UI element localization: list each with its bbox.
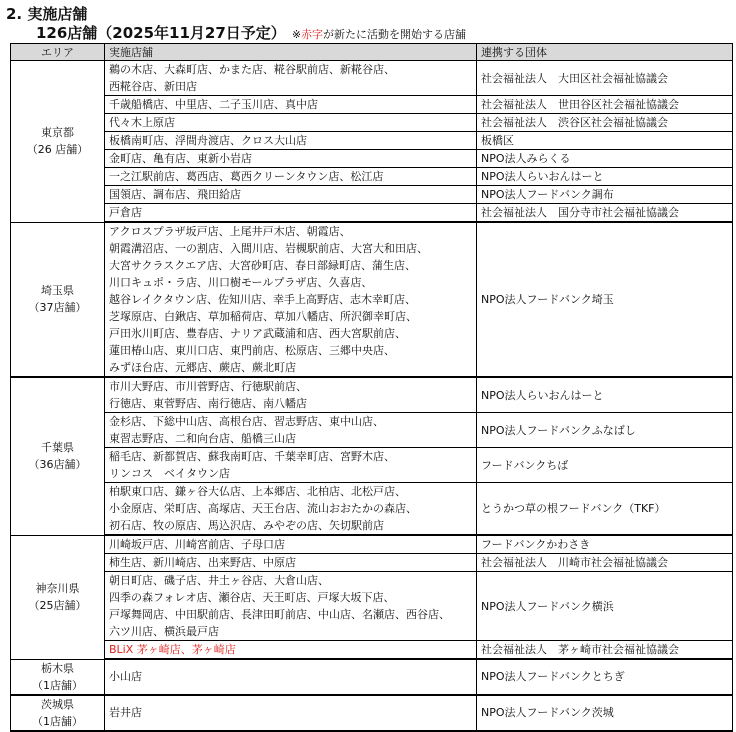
area-cell xyxy=(11,659,105,695)
store-line: 朝霞溝沼店、一の割店、入間川店、岩槻駅前店、大宮大和田店、 xyxy=(109,242,428,255)
store-line: 大宮サクラスクエア店、大宮砂町店、春日部緑町店、蒲生店、 xyxy=(109,259,417,272)
stores-cell xyxy=(105,168,477,186)
partner-org-cell: NPO法人フードバンク茨城 xyxy=(477,695,733,731)
area-store-count: （36店舗） xyxy=(28,458,87,472)
partner-org-cell: フードバンクかわさき xyxy=(477,535,733,554)
table-row xyxy=(11,572,733,641)
table-row xyxy=(11,659,733,695)
store-line: みずほ台店、元郷店、蕨店、蕨北町店 xyxy=(109,361,296,374)
area-store-count: （1店舗） xyxy=(32,678,83,692)
table-body xyxy=(11,61,733,731)
area-name: 栃木県 xyxy=(41,661,74,675)
partner-org-cell: NPO法人フードバンク調布 xyxy=(477,186,733,204)
store-line: 芝塚原店、白鍬店、草加稲荷店、草加八幡店、所沢御幸町店、 xyxy=(109,310,417,323)
area-name: 東京都 xyxy=(41,126,74,140)
store-line: BLiX 茅ヶ崎店、茅ヶ崎店 xyxy=(109,643,236,656)
store-table xyxy=(10,43,733,732)
area-cell xyxy=(11,222,105,377)
stores-cell xyxy=(105,150,477,168)
table-row xyxy=(11,448,733,483)
store-line: 東習志野店、二和向台店、船橋三山店 xyxy=(109,432,296,445)
note-red-word: 赤字 xyxy=(301,28,324,41)
stores-cell xyxy=(105,96,477,114)
store-line: 金杉店、下総中山店、高根台店、習志野店、東中山店、 xyxy=(109,415,384,428)
header-org: 連携する団体 xyxy=(477,44,733,61)
table-row xyxy=(11,483,733,536)
stores-cell xyxy=(105,695,477,731)
table-row xyxy=(11,114,733,132)
partner-org-cell: NPO法人フードバンクとちぎ xyxy=(477,659,733,695)
store-line: 柿生店、新川崎店、出来野店、中原店 xyxy=(109,556,296,569)
table-row xyxy=(11,222,733,377)
stores-cell xyxy=(105,659,477,695)
area-cell xyxy=(11,377,105,535)
partner-org-cell: NPO法人らいおんはーと xyxy=(477,168,733,186)
table-row xyxy=(11,168,733,186)
partner-org-cell: NPO法人フードバンク埼玉 xyxy=(477,222,733,377)
store-line: 岩井店 xyxy=(109,706,142,719)
table-row xyxy=(11,535,733,554)
stores-cell xyxy=(105,554,477,572)
partner-org-cell: 社会福祉法人 大田区社会福祉協議会 xyxy=(477,61,733,96)
table-row xyxy=(11,132,733,150)
note-suffix: が新たに活動を開始する店舗 xyxy=(323,28,467,41)
store-line: 千歳船橋店、中里店、二子玉川店、真中店 xyxy=(109,98,318,111)
partner-org-cell: とうかつ草の根フードバンク（TKF） xyxy=(477,483,733,536)
store-line: 国領店、調布店、飛田給店 xyxy=(109,188,241,201)
area-name: 神奈川県 xyxy=(35,582,80,595)
stores-cell xyxy=(105,61,477,96)
store-line: 鵜の木店、大森町店、かまた店、糀谷駅前店、新糀谷店、 xyxy=(109,63,395,76)
area-name: 千葉県 xyxy=(41,441,74,455)
store-line: 川口キュポ・ラ店、川口樹モールプラザ店、久喜店、 xyxy=(109,276,373,289)
area-store-count: （26 店舗） xyxy=(26,143,89,157)
area-cell xyxy=(11,535,105,659)
stores-cell xyxy=(105,204,477,223)
store-line: 戸倉店 xyxy=(109,206,142,219)
store-line: 初石店、牧の原店、馬込沢店、みやぞの店、矢切駅前店 xyxy=(109,519,384,532)
store-line: リンコス ベイタウン店 xyxy=(109,467,230,480)
header-stores: 実施店舗 xyxy=(105,44,477,61)
area-store-count: （37店舗） xyxy=(28,301,87,315)
store-line: 川崎坂戸店、川崎宮前店、子母口店 xyxy=(109,538,285,551)
table-row xyxy=(11,61,733,96)
store-line: 戸塚舞岡店、中田駅前店、長津田町前店、中山店、名瀬店、西谷店、 xyxy=(109,608,450,621)
store-line: 一之江駅前店、葛西店、葛西クリーンタウン店、松江店 xyxy=(109,170,384,183)
store-line: アクロスプラザ坂戸店、上尾井戸木店、朝霞店、 xyxy=(109,225,351,238)
area-cell xyxy=(11,61,105,223)
store-line: 市川大野店、市川菅野店、行徳駅前店、 xyxy=(109,380,307,393)
store-line: 戸田氷川町店、豊春店、ナリア武蔵浦和店、西大宮駅前店、 xyxy=(109,327,406,340)
partner-org-cell: 社会福祉法人 茅ヶ崎市社会福祉協議会 xyxy=(477,641,733,660)
table-row xyxy=(11,150,733,168)
stores-cell xyxy=(105,448,477,483)
table-row xyxy=(11,377,733,413)
store-line: 小金原店、栄町店、高塚店、天王台店、流山おおたかの森店、 xyxy=(109,502,417,515)
partner-org-cell: 板橋区 xyxy=(477,132,733,150)
area-name: 埼玉県 xyxy=(41,284,74,298)
table-row xyxy=(11,554,733,572)
table-row xyxy=(11,413,733,448)
stores-cell xyxy=(105,413,477,448)
partner-org-cell: 社会福祉法人 国分寺市社会福祉協議会 xyxy=(477,204,733,223)
store-line: 稲毛店、新都賀店、蘇我南町店、千葉幸町店、宮野木店、 xyxy=(109,450,395,463)
table-row xyxy=(11,96,733,114)
stores-cell xyxy=(105,641,477,660)
stores-cell xyxy=(105,535,477,554)
table-row xyxy=(11,641,733,660)
area-store-count: （1店舗） xyxy=(32,714,83,728)
partner-org-cell: 社会福祉法人 世田谷区社会福祉協議会 xyxy=(477,96,733,114)
store-line: 小山店 xyxy=(109,670,142,684)
table-row xyxy=(11,204,733,223)
store-line: 行徳店、東菅野店、南行徳店、南八幡店 xyxy=(109,397,307,410)
store-line: 金町店、亀有店、東新小岩店 xyxy=(109,152,252,165)
partner-org-cell: 社会福祉法人 渋谷区社会福祉協議会 xyxy=(477,114,733,132)
note-prefix: ※ xyxy=(291,28,302,41)
table-row xyxy=(11,695,733,731)
partner-org-cell: フードバンクちば xyxy=(477,448,733,483)
store-count-title: 126店舗（2025年11月27日予定） xyxy=(36,24,286,42)
stores-cell xyxy=(105,114,477,132)
section-title: 2. 実施店舗 xyxy=(6,5,88,23)
red-text-note xyxy=(292,28,466,41)
store-line: 代々木上原店 xyxy=(109,116,175,129)
stores-cell xyxy=(105,222,477,377)
stores-cell xyxy=(105,483,477,536)
store-line: 朝日町店、磯子店、井土ヶ谷店、大倉山店、 xyxy=(109,574,329,587)
stores-cell xyxy=(105,132,477,150)
stores-cell xyxy=(105,186,477,204)
store-line: 蓮田椿山店、東川口店、東門前店、松原店、三郷中央店、 xyxy=(109,344,395,357)
partner-org-cell: NPO法人フードバンク横浜 xyxy=(477,572,733,641)
store-count-heading xyxy=(36,22,466,43)
partner-org-cell: NPO法人みらくる xyxy=(477,150,733,168)
store-line: 板橋南町店、浮間舟渡店、クロス大山店 xyxy=(109,134,307,147)
table-row xyxy=(11,186,733,204)
table-header-row xyxy=(11,44,733,61)
partner-org-cell: NPO法人フードバンクふなばし xyxy=(477,413,733,448)
area-name: 茨城県 xyxy=(41,697,74,711)
partner-org-cell: 社会福祉法人 川崎市社会福祉協議会 xyxy=(477,554,733,572)
area-store-count: （25店舗） xyxy=(28,599,87,612)
header-area: エリア xyxy=(11,44,105,61)
stores-cell xyxy=(105,572,477,641)
area-cell xyxy=(11,695,105,731)
store-line: 柏駅東口店、鎌ヶ谷大仏店、上本郷店、北柏店、北松戸店、 xyxy=(109,485,406,498)
store-line: 越谷レイクタウン店、佐知川店、幸手上高野店、志木幸町店、 xyxy=(109,293,417,306)
stores-cell xyxy=(105,377,477,413)
partner-org-cell: NPO法人らいおんはーと xyxy=(477,377,733,413)
store-line: 六ツ川店、横浜最戸店 xyxy=(109,625,219,638)
store-line: 西糀谷店、新田店 xyxy=(109,80,197,93)
store-line: 四季の森フォレオ店、瀬谷店、天王町店、戸塚大坂下店、 xyxy=(109,591,395,604)
